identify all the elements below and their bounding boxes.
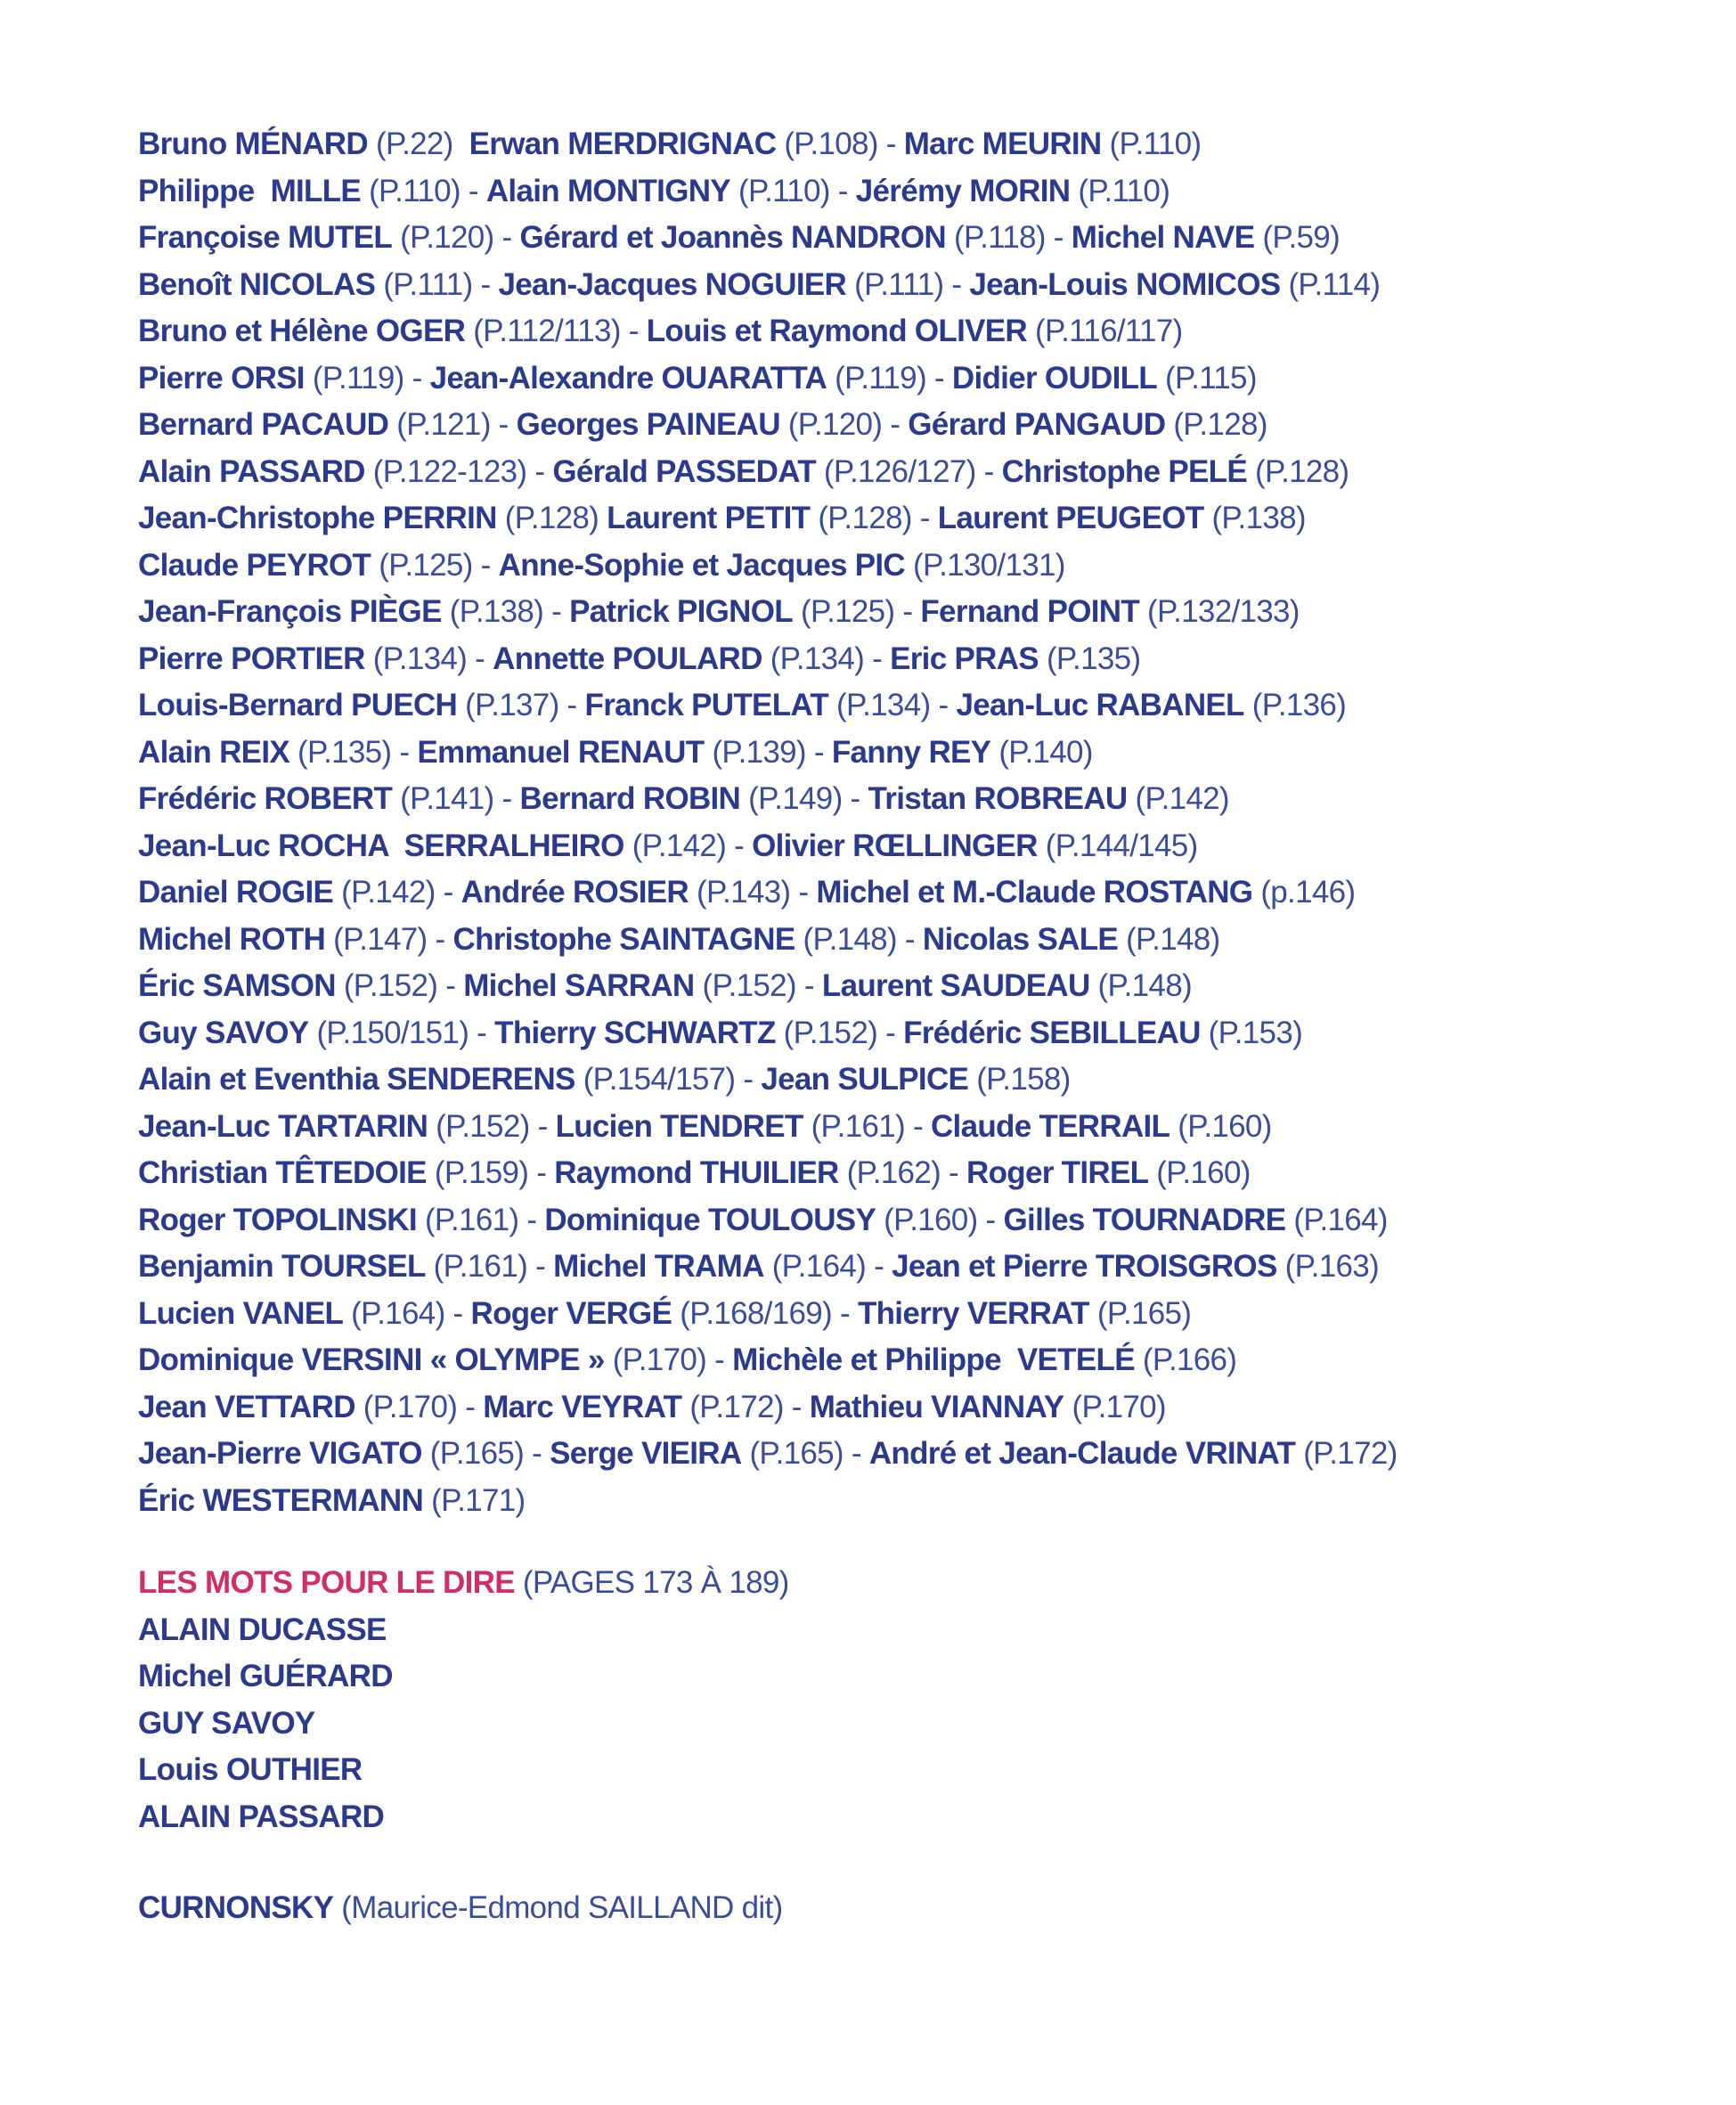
index-line (138, 869, 1398, 917)
index-line (138, 121, 1398, 168)
chef-name: Laurent PEUGEOT (937, 501, 1204, 535)
chef-name: Gilles TOURNADRE (1003, 1202, 1286, 1237)
index-line (138, 730, 1398, 777)
les-mots-name: Louis OUTHIER (138, 1752, 363, 1787)
chef-name: Michel NAVE (1071, 220, 1255, 255)
chef-name: Pierre PORTIER (138, 640, 365, 676)
curnonsky-name: CURNONSKY (138, 1890, 334, 1925)
page-ref: (P.160) (1148, 1155, 1251, 1190)
page-ref: (P.128) (1165, 407, 1267, 442)
page-ref: (P.134) - (762, 640, 891, 676)
chef-name: Michèle et Philippe VETELÉ (732, 1342, 1135, 1377)
chef-name: Jean SULPICE (761, 1062, 969, 1097)
index-line (138, 402, 1398, 449)
page-ref: (P.150/151) - (308, 1015, 495, 1050)
chef-name: Patrick PIGNOL (569, 594, 793, 629)
chef-name: Frédéric SEBILLEAU (903, 1015, 1201, 1050)
page-ref: (P.134) - (364, 640, 493, 676)
page-ref: (P.111) - (375, 266, 499, 302)
chef-name: Gérard et Joannès NANDRON (519, 220, 946, 255)
page-ref: (P.147) - (325, 921, 453, 957)
page-ref: (P.153) (1200, 1015, 1303, 1050)
chef-name: Mathieu VIANNAY (809, 1389, 1064, 1424)
chef-name: Nicolas SALE (922, 921, 1119, 957)
index-line (138, 1291, 1398, 1338)
page-ref: (P.110) - (729, 173, 856, 208)
chef-name: Lucien TENDRET (555, 1108, 803, 1144)
page-ref: (P.164) - (343, 1295, 471, 1331)
page-ref: (P.162) - (838, 1155, 967, 1190)
page-ref: (P.172) (1295, 1436, 1398, 1471)
page-ref: (P.152) - (428, 1108, 556, 1144)
chef-name: Laurent SAUDEAU (821, 968, 1090, 1003)
page-ref: (P.143) - (688, 875, 817, 910)
chef-name: Bernard ROBIN (519, 781, 741, 816)
chef-name: Dominique VERSINI « OLYMPE » (138, 1342, 605, 1377)
page-ref: (P.161) - (416, 1202, 545, 1237)
page-ref: (P.128) (496, 501, 607, 535)
page-ref: (P.140) (990, 734, 1093, 770)
chef-name: Jean-Luc TARTARIN (138, 1108, 428, 1144)
page-ref: (P.125) - (371, 547, 499, 583)
curnonsky-line (138, 1885, 1398, 1932)
index-line (138, 823, 1398, 870)
index-line (138, 1337, 1398, 1384)
page-ref: (P.136) (1243, 688, 1347, 722)
chef-name: Guy SAVOY (138, 1015, 309, 1050)
chef-name: Frédéric ROBERT (138, 781, 393, 816)
page-ref: (P.170) - (604, 1342, 733, 1377)
chef-name: Franck PUTELAT (584, 688, 829, 722)
les-mots-section (138, 1560, 1398, 1840)
chef-name: Anne-Sophie et Jacques PIC (498, 547, 905, 583)
page-ref: (P.120) - (779, 407, 909, 442)
page-ref: (P.148) (1118, 921, 1220, 957)
chef-name: Fanny REY (831, 734, 991, 770)
page-ref: (p.146) (1252, 875, 1356, 910)
chef-name: Éric SAMSON (138, 968, 336, 1003)
index-line (138, 917, 1398, 964)
page-ref: (P.114) (1280, 266, 1381, 302)
chef-name: Georges PAINEAU (516, 407, 780, 442)
chef-name: Louis-Bernard PUECH (138, 688, 458, 722)
les-mots-name: ALAIN DUCASSE (138, 1611, 387, 1647)
chef-name: Fernand POINT (920, 594, 1140, 629)
chef-name: Lucien VANEL (138, 1295, 344, 1331)
index-line (138, 355, 1398, 403)
page-ref: (P.137) - (457, 688, 585, 722)
page-ref: (P.170) (1064, 1389, 1166, 1424)
chef-name: Eric PRAS (890, 640, 1039, 676)
index-line (138, 1384, 1398, 1432)
chef-name: Roger TOPOLINSKI (138, 1202, 417, 1237)
page-ref: (P.121) - (388, 407, 517, 442)
page-ref: (P.161) - (425, 1249, 554, 1284)
curnonsky-section (138, 1885, 1398, 1932)
page-ref: (P.128) (1246, 453, 1349, 489)
page-ref: (P.168/169) - (672, 1295, 858, 1331)
page-ref: (P.159) - (426, 1155, 555, 1190)
chef-name: Michel SARRAN (463, 968, 695, 1003)
index-line (138, 1431, 1398, 1478)
chef-name: Michel ROTH (138, 921, 326, 957)
index-line (138, 776, 1398, 823)
chef-name: Claude TERRAIL (930, 1108, 1170, 1144)
index-line (138, 1104, 1398, 1151)
chef-name: Éric WESTERMANN (138, 1482, 424, 1518)
page-ref: (P.116/117) (1027, 314, 1183, 348)
chef-name: Alain MONTIGNY (485, 173, 730, 208)
page-ref: (P.119) - (827, 360, 952, 396)
chef-name: André et Jean-Claude VRINAT (868, 1436, 1296, 1471)
page-ref: (P.138) (1203, 501, 1306, 535)
page-ref: (P.160) - (876, 1202, 1004, 1237)
page-ref: (P.119) - (304, 360, 430, 396)
page-ref: (P.165) - (421, 1436, 550, 1471)
index-line (138, 636, 1398, 683)
page-ref: (P.139) - (704, 734, 832, 770)
index-line (138, 262, 1398, 309)
chef-name: Christophe SAINTAGNE (452, 921, 795, 957)
page-ref: (P.134) - (828, 688, 957, 722)
page-ref: (P.148) - (795, 921, 923, 957)
page-ref: (P.141) - (392, 781, 520, 816)
page-ref: (P.22) (367, 126, 469, 161)
page-ref: (P.142) (1127, 781, 1229, 816)
chef-name: Françoise MUTEL (138, 220, 393, 255)
chef-name: Alain PASSARD (138, 453, 365, 489)
index-line (138, 682, 1398, 730)
page-ref: (P.120) - (392, 220, 520, 255)
les-mots-name: ALAIN PASSARD (138, 1799, 385, 1834)
chef-name: Thierry SCHWARTZ (494, 1015, 776, 1050)
page-ref: (P.142) - (623, 828, 753, 863)
page-ref: (P.163) (1276, 1249, 1379, 1284)
chef-name: Thierry VERRAT (857, 1295, 1089, 1331)
chef-name: Philippe MILLE (138, 173, 362, 208)
page-ref: (P.152) - (694, 968, 822, 1003)
chef-name: Daniel ROGIE (138, 875, 334, 910)
page-ref: (P.112/113) - (465, 314, 647, 348)
chef-name: Marc VEYRAT (483, 1389, 682, 1424)
page-ref: (P.118) - (945, 220, 1072, 255)
page-ref: (P.110) (1070, 173, 1170, 208)
chef-name: Bruno et Hélène OGER (138, 314, 466, 348)
index-line (138, 449, 1398, 496)
chef-name: Alain REIX (138, 734, 289, 770)
page-ref: (P.149) - (740, 781, 868, 816)
chef-name: Louis et Raymond OLIVER (646, 314, 1027, 348)
chef-name: Serge VIEIRA (550, 1436, 742, 1471)
page-ref: (P.132/133) (1139, 594, 1300, 629)
page-ref: (P.128) - (810, 501, 938, 535)
page-ref: (P.164) (1285, 1202, 1388, 1237)
page-ref: (P.135) - (289, 734, 418, 770)
page-ref: (P.138) - (441, 594, 570, 629)
les-mots-name: Michel GUÉRARD (138, 1659, 393, 1693)
chef-name: Jean-Christophe PERRIN (138, 501, 497, 535)
chef-name: Bernard PACAUD (138, 407, 389, 442)
page-ref: (P.152) - (335, 968, 464, 1003)
chef-name: Roger VERGÉ (470, 1295, 672, 1331)
chef-name: Gérard PANGAUD (908, 407, 1166, 442)
page-ref: (P.135) (1038, 640, 1141, 676)
page-ref: (P.130/131) (905, 547, 1065, 583)
index-line (138, 1197, 1398, 1244)
page-ref: (P.166) (1134, 1342, 1237, 1377)
page-ref: (P.165) - (741, 1436, 869, 1471)
chef-name: Didier OUDILL (951, 360, 1157, 396)
index-line (138, 963, 1398, 1010)
chef-name: Jean et Pierre TROISGROS (892, 1249, 1277, 1284)
chef-index (138, 121, 1398, 1524)
page-ref: (P.160) (1170, 1108, 1272, 1144)
page-ref: (P.152) - (775, 1015, 904, 1050)
chef-name: Erwan MERDRIGNAC (469, 126, 777, 161)
index-line (138, 1010, 1398, 1057)
page-ref: (P.170) - (355, 1389, 484, 1424)
chef-name: Annette POULARD (493, 640, 762, 676)
chef-name: Christian TÊTEDOIE (138, 1155, 427, 1190)
chef-name: Jérémy MORIN (855, 173, 1071, 208)
page-ref: (P.172) - (681, 1389, 810, 1424)
chef-name: Jean VETTARD (138, 1389, 355, 1424)
index-line (138, 308, 1398, 355)
les-mots-pages-note: (PAGES 173 À 189) (514, 1565, 789, 1600)
chef-name: Jean-Pierre VIGATO (138, 1436, 422, 1471)
page-ref: (P.171) (423, 1482, 526, 1518)
page-ref: (P.158) (968, 1062, 1071, 1097)
index-line (138, 1244, 1398, 1291)
chef-name: Alain et Eventhia SENDERENS (138, 1062, 575, 1097)
page-ref: (P.110) - (361, 173, 486, 208)
chef-name: Laurent PETIT (607, 501, 811, 535)
index-line (138, 1150, 1398, 1197)
chef-name: Benjamin TOURSEL (138, 1249, 426, 1284)
curnonsky-note: (Maurice-Edmond SAILLAND dit) (333, 1890, 783, 1925)
page-ref: (P.122-123) - (364, 453, 553, 489)
page-ref: (P.148) (1089, 968, 1192, 1003)
page-ref: (P.115) (1156, 360, 1257, 396)
page-ref: (P.126/127) - (815, 453, 1002, 489)
index-line (138, 1057, 1398, 1104)
page-ref: (P.108) - (776, 126, 904, 161)
index-line (138, 543, 1398, 590)
index-line (138, 215, 1398, 262)
les-mots-name: GUY SAVOY (138, 1705, 315, 1741)
page-ref: (P.111) - (846, 266, 970, 302)
chef-name: Tristan ROBREAU (868, 781, 1128, 816)
page-ref: (P.164) - (763, 1249, 892, 1284)
chef-name: Jean-Jacques NOGUIER (498, 266, 847, 302)
chef-name: Raymond THUILIER (554, 1155, 839, 1190)
index-line (138, 168, 1398, 216)
index-line (138, 1478, 1398, 1525)
page-ref: (P.125) - (792, 594, 921, 629)
chef-name: Dominique TOULOUSY (544, 1202, 876, 1237)
page-ref: (P.161) - (803, 1108, 931, 1144)
chef-name: Roger TIREL (966, 1155, 1149, 1190)
page-ref: (P.165) (1088, 1295, 1192, 1331)
chef-name: Bruno MÉNARD (138, 126, 368, 161)
chef-name: Andrée ROSIER (460, 875, 689, 910)
chef-name: Jean-Luc RABANEL (956, 688, 1244, 722)
chef-name: Gérald PASSEDAT (552, 453, 816, 489)
page-ref: (P.144/145) (1037, 828, 1198, 863)
chef-name: Michel et M.-Claude ROSTANG (816, 875, 1253, 910)
page-ref: (P.59) (1254, 220, 1340, 255)
chef-name: Benoît NICOLAS (138, 266, 376, 302)
index-line (138, 589, 1398, 636)
les-mots-title: LES MOTS POUR LE DIRE (138, 1565, 515, 1600)
chef-name: Marc MEURIN (903, 126, 1102, 161)
chef-name: Claude PEYROT (138, 547, 371, 583)
chef-name: Jean-Louis NOMICOS (969, 266, 1281, 302)
page-ref: (P.142) - (333, 875, 461, 910)
page-content (138, 121, 1398, 1932)
les-mots-names (138, 1607, 1398, 1841)
chef-name: Emmanuel RENAUT (417, 734, 705, 770)
chef-name: Pierre ORSI (138, 360, 305, 396)
index-line (138, 495, 1398, 543)
page-ref: (P.154/157) - (575, 1062, 762, 1097)
chef-name: Jean-Alexandre OUARATTA (429, 360, 827, 396)
chef-name: Jean-François PIÈGE (138, 594, 442, 629)
les-mots-heading (138, 1560, 1398, 1607)
page-ref: (P.110) (1101, 126, 1202, 161)
chef-name: Olivier RŒLLINGER (752, 828, 1038, 863)
chef-name: Christophe PELÉ (1001, 453, 1247, 489)
chef-name: Michel TRAMA (553, 1249, 764, 1284)
chef-name: Jean-Luc ROCHA SERRALHEIRO (138, 828, 624, 863)
